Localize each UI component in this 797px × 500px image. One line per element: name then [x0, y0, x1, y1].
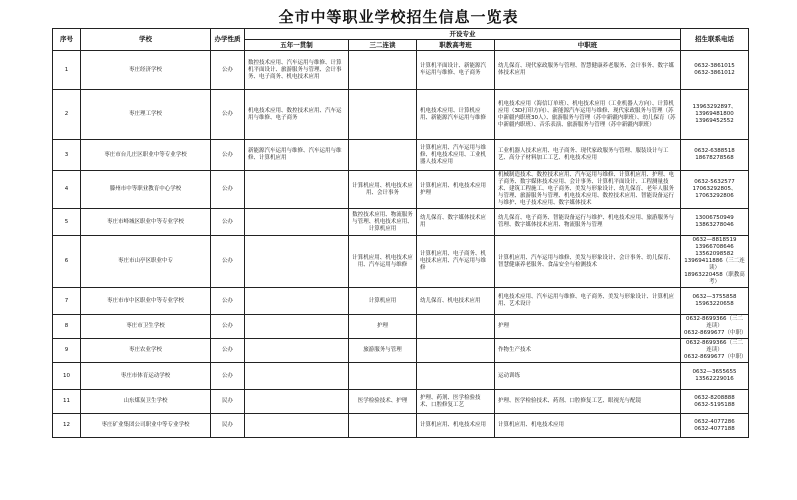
table-row — [53, 236, 749, 288]
row-vocational: 运动训练 — [495, 363, 681, 390]
row-school: 枣庄市卫生学校 — [81, 315, 211, 339]
row-phone: 0632—8818519 13966708646 13562098582 13969411886（三二连读） 18963220458（职教高考） — [681, 236, 749, 288]
row-nature: 公办 — [211, 90, 245, 140]
table-row — [53, 90, 749, 140]
row-seq: 12 — [53, 414, 81, 438]
row-three-two — [349, 363, 417, 390]
row-seq: 3 — [53, 140, 81, 171]
row-three-two — [349, 51, 417, 90]
row-school: 滕州市中等职业教育中心学校 — [81, 171, 211, 209]
row-college-exam: 护理、药剂、医学检验技术、口腔修复工艺 — [417, 390, 495, 414]
row-nature: 民办 — [211, 390, 245, 414]
table-row — [53, 209, 749, 236]
row-vocational: 护理 — [495, 315, 681, 339]
row-vocational: 幼儿保育、现代家政服务与管理、智慧健康养老服务、会计事务、数字媒体技术应用 — [495, 51, 681, 90]
row-phone: 0632-8208888 0632-5195188 — [681, 390, 749, 414]
row-three-two: 旅游服务与管理 — [349, 339, 417, 363]
row-nature: 公办 — [211, 140, 245, 171]
row-five-year — [245, 236, 349, 288]
table-body — [53, 51, 749, 438]
row-phone: 0632—3655655 13562229016 — [681, 363, 749, 390]
row-vocational: 工业机器人技术应用、电子商务、现代家政服务与管理、服装设计与工艺、高分子材料加工工艺、机电技术应用 — [495, 140, 681, 171]
row-seq: 5 — [53, 209, 81, 236]
row-three-two: 数控技术应用、物流服务与管理、机电技术应用、计算机应用 — [349, 209, 417, 236]
row-three-two — [349, 414, 417, 438]
table-row — [53, 171, 749, 209]
header-school: 学校 — [81, 29, 211, 51]
row-college-exam: 幼儿保育、数字媒体技术应用 — [417, 209, 495, 236]
row-five-year — [245, 288, 349, 315]
header-five-year: 五年一贯制 — [245, 40, 349, 51]
enrollment-table — [52, 28, 749, 438]
row-college-exam: 计算机应用、机电技术应用 — [417, 414, 495, 438]
row-college-exam: 计算机平面设计、新能源汽车运用与维修、电子商务 — [417, 51, 495, 90]
row-school: 枣庄市体育运动学校 — [81, 363, 211, 390]
row-phone: 0632-4077286 0632-4077188 — [681, 414, 749, 438]
row-school: 枣庄市市中区职业中等专业学校 — [81, 288, 211, 315]
row-phone: 0632-8699366（三二连读） 0632-8699677（中职） — [681, 315, 749, 339]
row-five-year — [245, 315, 349, 339]
row-phone: 0632-8699366（三二连读） 0632-8699677（中职） — [681, 339, 749, 363]
row-phone: 0632—3755858 15963220658 — [681, 288, 749, 315]
row-seq: 1 — [53, 51, 81, 90]
row-three-two: 医学检验技术、护理 — [349, 390, 417, 414]
row-college-exam: 机电技术应用、计算机应用、新能源汽车运用与维修 — [417, 90, 495, 140]
row-nature: 公办 — [211, 209, 245, 236]
table-row — [53, 390, 749, 414]
row-nature: 公办 — [211, 236, 245, 288]
row-seq: 2 — [53, 90, 81, 140]
row-five-year: 机电技术应用、数控技术应用、汽车运用与维修、电子商务 — [245, 90, 349, 140]
table-row — [53, 414, 749, 438]
row-seq: 10 — [53, 363, 81, 390]
header-three-two: 三二连读 — [349, 40, 417, 51]
row-college-exam — [417, 315, 495, 339]
row-three-two — [349, 140, 417, 171]
row-five-year: 新能源汽车运用与维修、汽车运用与维修、计算机应用 — [245, 140, 349, 171]
row-vocational: 计算机应用、机电技术应用 — [495, 414, 681, 438]
table-row — [53, 363, 749, 390]
row-vocational: 幼儿保育、电子商务、智能设备运行与维护、机电技术应用、旅游服务与管理、数字媒体技术应用、物流服务与管理 — [495, 209, 681, 236]
row-five-year — [245, 363, 349, 390]
row-seq: 6 — [53, 236, 81, 288]
row-vocational: 机械制造技术、数控技术应用、汽车运用与维修、计算机应用、护理、电子商务、数字媒体技术应用、会计事务、计算机平面设计、工程测量技术、建筑工程施工、电子商务、美发与形象设计、幼儿保育、老年人服务与管理、旅游服务与管理、机电技术应用、数控技术应用、智能设备运行与维护、电子技术应用、数字媒体技术 — [495, 171, 681, 209]
header-majors: 开设专业 — [245, 29, 681, 40]
page-title: 全市中等职业学校招生信息一览表 — [278, 8, 519, 26]
header-vocational: 中职班 — [495, 40, 681, 51]
row-school: 枣庄矿业集团公司职业中等专业学校 — [81, 414, 211, 438]
row-college-exam: 计算机应用、电子商务、机电技术应用、汽车运用与维修 — [417, 236, 495, 288]
row-school: 枣庄理工学校 — [81, 90, 211, 140]
row-seq: 9 — [53, 339, 81, 363]
row-five-year — [245, 209, 349, 236]
row-three-two: 计算机应用、机电技术应用、汽车运用与维修 — [349, 236, 417, 288]
row-vocational: 机电技术应用（海信订单班）、机电技术应用（工业机器人方向）、计算机应用（3D打印方向）、新能源汽车运用与维修、现代家政服务与管理（苏中新疆内职班30人）、旅游服务与管理（苏中新疆内职班）、幼儿保育（苏中新疆内职班）、音乐表演、旅游服务与管理（苏中新疆内职班） — [495, 90, 681, 140]
row-five-year — [245, 339, 349, 363]
row-nature: 公办 — [211, 288, 245, 315]
row-school: 山东煤炭卫生学校 — [81, 390, 211, 414]
row-phone: 0632-6388518 18678278568 — [681, 140, 749, 171]
row-five-year: 数控技术应用、汽车运用与维修、计算机平面设计、旅游服务与管理、会计事务、电子商务、机电技术应用 — [245, 51, 349, 90]
row-nature: 公办 — [211, 171, 245, 209]
row-school: 枣庄农业学校 — [81, 339, 211, 363]
row-phone: 0632-3861015 0632-3861012 — [681, 51, 749, 90]
row-college-exam — [417, 339, 495, 363]
row-five-year — [245, 171, 349, 209]
row-nature: 民办 — [211, 414, 245, 438]
row-seq: 8 — [53, 315, 81, 339]
row-seq: 11 — [53, 390, 81, 414]
row-seq: 7 — [53, 288, 81, 315]
row-three-two: 护理 — [349, 315, 417, 339]
row-college-exam: 幼儿保育、机电技术应用 — [417, 288, 495, 315]
row-seq: 4 — [53, 171, 81, 209]
row-school: 枣庄经济学校 — [81, 51, 211, 90]
row-five-year — [245, 390, 349, 414]
header-seq: 序号 — [53, 29, 81, 51]
table-row — [53, 288, 749, 315]
row-school: 枣庄市台儿庄区职业中等专业学校 — [81, 140, 211, 171]
header-college-exam: 职教高考班 — [417, 40, 495, 51]
row-college-exam — [417, 363, 495, 390]
table-row — [53, 140, 749, 171]
header-phone: 招生联系电话 — [681, 29, 749, 51]
row-college-exam: 计算机应用、汽车运用与维修、机电技术应用、工业机器人技术应用 — [417, 140, 495, 171]
row-school: 枣庄市峄城区职业中等专业学校 — [81, 209, 211, 236]
row-five-year — [245, 414, 349, 438]
row-nature: 公办 — [211, 339, 245, 363]
row-phone: 0632-5632577 17063292805、17063292806 — [681, 171, 749, 209]
header-nature: 办学性质 — [211, 29, 245, 51]
table-row — [53, 51, 749, 90]
row-phone: 13006750949 13863278046 — [681, 209, 749, 236]
row-vocational: 作物生产技术 — [495, 339, 681, 363]
table-row — [53, 315, 749, 339]
row-vocational: 护理、医学检验技术、药剂、口腔修复工艺、眼视光与配镜 — [495, 390, 681, 414]
row-college-exam: 计算机应用、机电技术应用护理 — [417, 171, 495, 209]
row-vocational: 计算机应用、汽车运用与维修、美发与形象设计、会计事务、幼儿保育、智慧健康养老服务、食品安全与检测技术 — [495, 236, 681, 288]
row-vocational: 机电技术应用、汽车运用与维修、电子商务、美发与形象设计、计算机应用、艺术设计 — [495, 288, 681, 315]
row-nature: 公办 — [211, 51, 245, 90]
table-row — [53, 339, 749, 363]
row-nature: 公办 — [211, 315, 245, 339]
row-phone: 13963292897、13969481800 13969452552 — [681, 90, 749, 140]
row-three-two: 计算机应用 — [349, 288, 417, 315]
row-three-two: 计算机应用、机电技术应用、会计事务 — [349, 171, 417, 209]
row-nature: 公办 — [211, 363, 245, 390]
row-three-two — [349, 90, 417, 140]
row-school: 枣庄市山亭区职业中专 — [81, 236, 211, 288]
